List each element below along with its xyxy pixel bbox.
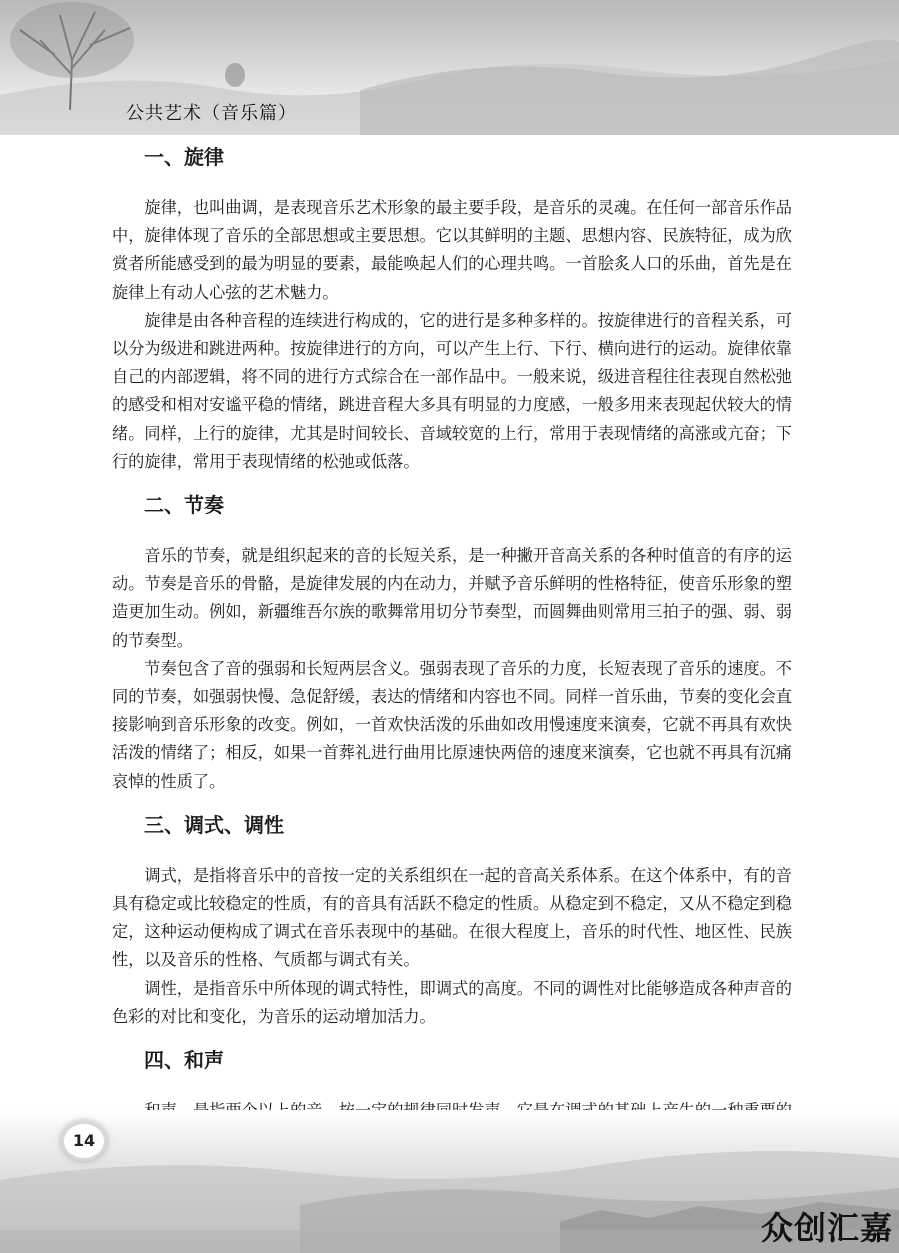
paragraph: 调性，是指音乐中所体现的调式特性，即调式的高度。不同的调性对比能够造成各种声音的色彩的对比和变化，为音乐的运动增加活力。 — [112, 978, 792, 1026]
book-title: 公共艺术（音乐篇） — [126, 103, 297, 124]
paragraph: 旋律是由各种音程的连续进行构成的，它的进行是多种多样的。按旋律进行的音程关系，可以分为级进和跳进两种。按旋律进行的方向，可以产生上行、下行、横向进行的运动。旋律依靠自己的内部逻辑，将不同的进行方式综合在一部作品中。一般来说，级进音程往往表现自然松弛的感受和相对安谧平稳的情绪，跳进音程大多具有明显的力度感，一般多用来表现起伏较大的情绪。同样，上行的旋律，尤其是时间较长、音域较宽的上行，常用于表现情绪的高涨或亢奋；下行的旋律，常用于表现情绪的松弛或低落。 — [112, 310, 792, 471]
section-heading-rhythm: 二、节奏 — [144, 493, 224, 518]
paragraph: 调式，是指将音乐中的音按一定的关系组织在一起的音高关系体系。在这个体系中，有的音具有稳定或比较稳定的性质，有的音具有活跃不稳定的性质。从稳定到不稳定，又从不稳定到稳定，这种运动便构成了调式在音乐表现中的基础。在很大程度上，音乐的时代性、地区性、民族性，以及音乐的性格、气质都与调式有关。 — [112, 865, 792, 970]
paragraph: 旋律，也叫曲调，是表现音乐艺术形象的最主要手段，是音乐的灵魂。在任何一部音乐作品中，旋律体现了音乐的全部思想或主要思想。它以其鲜明的主题、思想内容、民族特征，成为欣赏者所能感受到的最为明显的要素，最能唤起人们的心理共鸣。一首脍炙人口的乐曲，首先是在旋律上有动人心弦的艺术魅力。 — [112, 198, 792, 302]
page-number-badge: 14 — [64, 1124, 104, 1158]
paragraph: 音乐的节奏，就是组织起来的音的长短关系，是一种撇开音高关系的各种时值音的有序的运动。节奏是音乐的骨骼，是旋律发展的内在动力，并赋予音乐鲜明的性格特征，使音乐形象的塑造更加生动。例如，新疆维吾尔族的歌舞常用切分节奏型，而圆舞曲则常用三拍子的强、弱、弱的节奏型。 — [112, 546, 792, 650]
paragraph: 节奏包含了音的强弱和长短两层含义。强弱表现了音乐的力度，长短表现了音乐的速度。不同的节奏，如强弱快慢、急促舒缓，表达的情绪和内容也不同。同样一首乐曲，节奏的变化会直接影响到音乐形象的改变。例如，一首欢快活泼的乐曲如改用慢速度来演奏，它就不再具有欢快活泼的情绪了；相反，如果一首葬礼进行曲用比原速快两倍的速度来演奏，它也就不再具有沉痛哀悼的性质了。 — [112, 658, 792, 791]
header-landscape-image — [0, 0, 899, 135]
section-heading-mode-tonality: 三、调式、调性 — [144, 812, 284, 837]
section-heading-melody: 一、旋律 — [144, 145, 224, 169]
watermark-text: 众创汇嘉 — [760, 1209, 893, 1247]
section-heading-harmony: 四、和声 — [144, 1048, 224, 1073]
page-body — [112, 138, 792, 1153]
